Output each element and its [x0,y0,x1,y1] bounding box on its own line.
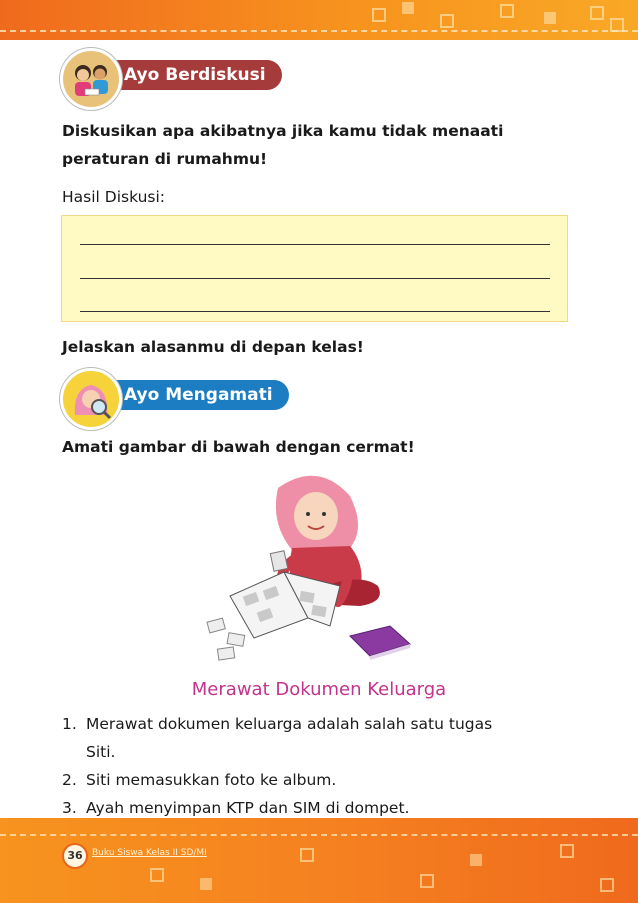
answer-line[interactable] [80,244,550,245]
discussion-instruction-line2: peraturan di rumahmu! [62,150,268,168]
decor-square [500,4,514,18]
decor-dash-line [0,834,638,836]
answer-box [61,215,568,322]
discussion-kids-icon [60,48,122,110]
list-number: 1. [62,715,77,733]
answer-line[interactable] [80,278,550,279]
top-decorative-band [0,0,638,40]
magnifier-girl-icon [60,368,122,430]
discussion-instruction: Diskusikan apa akibatnya jika kamu tidak menaati [62,122,504,140]
result-label: Hasil Diskusi: [62,188,166,206]
girl-with-photo-album-illustration [200,468,430,668]
ayo-berdiskusi-badge [60,56,300,92]
decor-square [420,874,434,888]
decor-square [560,844,574,858]
statement-list [62,710,582,822]
decor-square [372,8,386,22]
badge-label: Ayo Berdiskusi [106,60,282,90]
decor-square [590,6,604,20]
list-text: Ayah menyimpan KTP dan SIM di dompet. [86,799,410,817]
decor-square [300,848,314,862]
answer-line[interactable] [80,311,550,312]
decor-square [470,854,482,866]
decor-square [544,12,556,24]
list-item [62,710,582,766]
bottom-decorative-band [0,818,638,903]
list-number: 3. [62,799,77,817]
page-number: 36 [62,843,88,869]
observe-instruction: Amati gambar di bawah dengan cermat! [62,438,415,456]
list-text: Siti memasukkan foto ke album. [86,771,337,789]
decor-square [440,14,454,28]
ayo-mengamati-badge [60,376,310,412]
book-title: Buku Siswa Kelas II SD/MI [92,848,207,858]
decor-square [150,868,164,882]
badge-label: Ayo Mengamati [106,380,289,410]
explain-instruction: Jelaskan alasanmu di depan kelas! [62,338,364,356]
list-text: Merawat dokumen keluarga adalah salah satu tugas Siti. [86,715,493,761]
list-item [62,766,582,794]
decor-square [402,2,414,14]
list-number: 2. [62,771,77,789]
illustration-caption: Merawat Dokumen Keluarga [191,679,447,700]
decor-square [600,878,614,892]
decor-square [200,878,212,890]
decor-dash-line [0,30,638,32]
